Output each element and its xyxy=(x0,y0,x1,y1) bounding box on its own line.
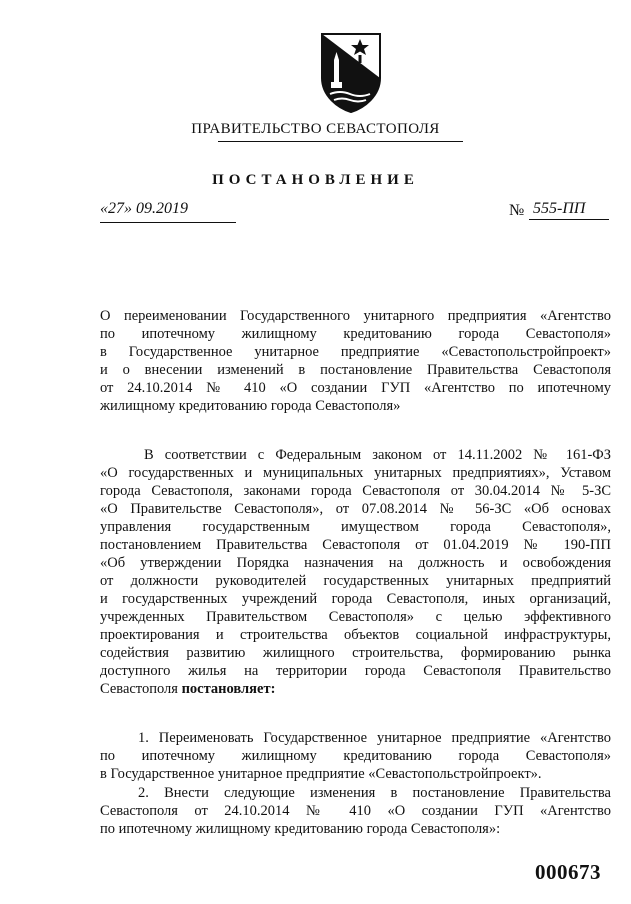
preamble-line: «Об утверждении Порядка назначения на должность и освобождения xyxy=(100,555,611,571)
preamble-line: управления государственным имуществом города Севастополя», xyxy=(100,519,611,535)
item-1-paragraph xyxy=(100,729,611,783)
item-1-line: по ипотечному жилищному кредитованию города Севастополя» xyxy=(100,748,611,764)
resolves-keyword: постановляет: xyxy=(181,681,276,697)
subject-paragraph xyxy=(100,307,611,415)
preamble-line: «О государственных и муниципальных унитарных предприятиях», Уставом xyxy=(100,465,611,481)
subject-line: жилищному кредитованию города Севастополя» xyxy=(100,398,401,414)
document-type-title: ПОСТАНОВЛЕНИЕ xyxy=(212,172,419,188)
preamble-line: В соответствии с Федеральным законом от 14.11.2002 № 161-ФЗ xyxy=(144,447,611,463)
subject-line: по ипотечному жилищному кредитованию города Севастополя» xyxy=(100,326,611,342)
item-2-paragraph xyxy=(100,784,611,838)
preamble-line: и государственных учреждений города Севастополя, иных организаций, xyxy=(100,591,611,607)
subject-line: О переименовании Государственного унитарного предприятия «Агентство xyxy=(100,308,611,324)
sevastopol-coat-of-arms-icon xyxy=(318,30,384,114)
preamble-line: доступного жилья на территории города Севастополя Правительство xyxy=(100,663,611,679)
preamble-paragraph xyxy=(100,446,611,698)
title-underline xyxy=(218,141,463,142)
preamble-line: учрежденных Правительством Севастополя» с целью эффективного xyxy=(100,609,611,625)
subject-line: от 24.10.2014 № 410 «О создании ГУП «Агентство по ипотечному xyxy=(100,380,611,396)
preamble-line: содействия развитию жилищного строительства, формированию рынка xyxy=(100,645,611,661)
preamble-final-line xyxy=(100,680,611,698)
item-1-line: 1. Переименовать Государственное унитарное предприятие «Агентство xyxy=(138,730,611,746)
preamble-line: «О Правительстве Севастополя», от 07.08.2014 № 56-ЗС «Об основах xyxy=(100,501,611,517)
preamble-final-text: Севастополя xyxy=(100,681,182,697)
item-1-line: в Государственное унитарное предприятие «Севастопольстройпроект». xyxy=(100,766,542,782)
preamble-line: проектирования и строительства объектов социальной инфраструктуры, xyxy=(100,627,611,643)
preamble-line: постановлением Правительства Севастополя от 01.04.2019 № 190-ПП xyxy=(100,537,611,553)
subject-line: и о внесении изменений в постановление Правительства Севастополя xyxy=(100,362,611,378)
item-2-line: 2. Внести следующие изменения в постановление Правительства xyxy=(138,785,611,801)
item-2-line: по ипотечному жилищному кредитованию города Севастополя»: xyxy=(100,821,501,837)
government-title: ПРАВИТЕЛЬСТВО СЕВАСТОПОЛЯ xyxy=(191,121,440,137)
document-number: 555-ПП xyxy=(529,200,609,220)
document-number-field xyxy=(509,200,611,222)
document-date: «27» 09.2019 xyxy=(100,200,236,223)
preamble-line: от должности руководителей государственных унитарных предприятий xyxy=(100,573,611,589)
subject-line: в Государственное унитарное предприятие «Севастопольстройпроект» xyxy=(100,344,611,360)
item-2-line: Севастополя от 24.10.2014 № 410 «О создании ГУП «Агентство xyxy=(100,803,611,819)
preamble-line: города Севастополя, законами города Севастополя от 30.04.2014 № 5-ЗС xyxy=(100,483,611,499)
serial-number: 000673 xyxy=(535,860,601,884)
number-sign: № xyxy=(509,202,525,219)
